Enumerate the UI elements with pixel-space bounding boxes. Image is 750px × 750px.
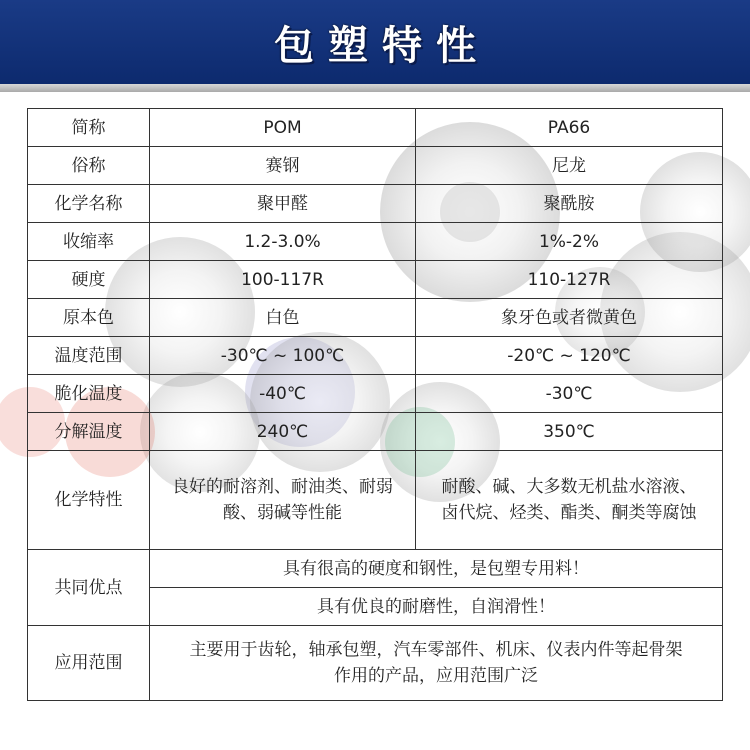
table-row	[28, 261, 723, 299]
pom-value: 聚甲醛	[150, 185, 416, 223]
pa66-chemical-line: 耐酸、碱、大多数无机盐水溶液、	[441, 477, 697, 497]
pom-chemical-line: 良好的耐溶剂、耐油类、耐弱	[172, 477, 393, 497]
common-advantage-1: 具有很高的硬度和钢性，是包塑专用料！	[150, 550, 723, 588]
pom-value: 白色	[150, 299, 416, 337]
pa66-value: 110-127R	[416, 261, 723, 299]
pom-value: -40℃	[150, 375, 416, 413]
row-label: 共同优点	[28, 550, 150, 626]
chemical-row	[28, 451, 723, 550]
page-title: 包塑特性	[274, 22, 490, 69]
row-label: 温度范围	[28, 337, 150, 375]
application-line: 主要用于齿轮，轴承包塑，汽车零部件、机床、仪表内件等起骨架	[189, 640, 683, 660]
pa66-value: -20℃ ~ 120℃	[416, 337, 723, 375]
pa66-chemical-line: 卤代烷、烃类、酯类、酮类等腐蚀	[441, 503, 697, 523]
title-banner	[0, 0, 750, 84]
pom-chemical-line: 酸、弱碱等性能	[223, 503, 342, 523]
row-label: 化学名称	[28, 185, 150, 223]
table-row	[28, 413, 723, 451]
row-label: 分解温度	[28, 413, 150, 451]
table-row	[28, 337, 723, 375]
pa66-value: 聚酰胺	[416, 185, 723, 223]
table-row	[28, 299, 723, 337]
table-header-row	[28, 109, 723, 147]
pom-value: 赛钢	[150, 147, 416, 185]
common-advantage-2: 具有优良的耐磨性，自润滑性！	[150, 588, 723, 626]
pa66-value: 350℃	[416, 413, 723, 451]
row-label: 原本色	[28, 299, 150, 337]
application-value	[150, 626, 723, 701]
properties-table	[27, 108, 723, 701]
row-label: 硬度	[28, 261, 150, 299]
pom-value: 240℃	[150, 413, 416, 451]
pom-value: 1.2-3.0%	[150, 223, 416, 261]
table-row	[28, 185, 723, 223]
header-pa66: PA66	[416, 109, 723, 147]
application-row	[28, 626, 723, 701]
pa66-value: -30℃	[416, 375, 723, 413]
table-row	[28, 375, 723, 413]
pa66-chemical-value	[416, 451, 723, 550]
common-row	[28, 550, 723, 588]
row-label: 俗称	[28, 147, 150, 185]
table-row	[28, 147, 723, 185]
row-label: 脆化温度	[28, 375, 150, 413]
pom-value: -30℃ ~ 100℃	[150, 337, 416, 375]
pom-value: 100-117R	[150, 261, 416, 299]
pa66-value: 1%-2%	[416, 223, 723, 261]
row-label: 收缩率	[28, 223, 150, 261]
header-label: 简称	[28, 109, 150, 147]
banner-underline	[0, 84, 750, 92]
pa66-value: 象牙色或者微黄色	[416, 299, 723, 337]
row-label: 化学特性	[28, 451, 150, 550]
pa66-value: 尼龙	[416, 147, 723, 185]
pom-chemical-value	[150, 451, 416, 550]
table-row	[28, 223, 723, 261]
row-label: 应用范围	[28, 626, 150, 701]
application-line: 作用的产品，应用范围广泛	[334, 666, 538, 686]
header-pom: POM	[150, 109, 416, 147]
